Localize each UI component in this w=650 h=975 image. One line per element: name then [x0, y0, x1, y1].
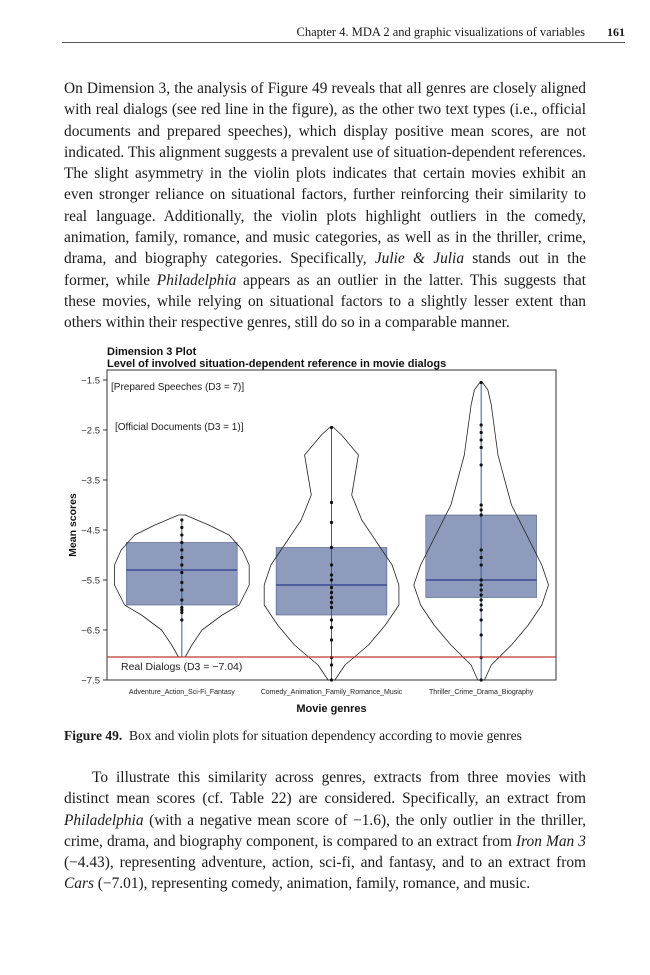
data-point [480, 618, 483, 621]
data-point [180, 618, 183, 621]
data-point [480, 578, 483, 581]
paragraph-text: On Dimension 3, the analysis of Figure 49 reveals that all genres are closely aligned with real dialogs (see red line in the figure), as the other two text types (i.e., official documents and prepared speeches), which display positive mean scores, are not indicated. This alignment suggests a prevalent use of situation-dependent references. The slight asymmetry in the violin plots indicates that certain movies exhibit an even stronger reliance on situational factors, further reinforcing their similarity to real language. Additionally, the violin plots highlight outliers in the comedy, animation, family, romance, and music categories, as well as in the thriller, crime, drama, and biography categories. Specifically, [64, 80, 586, 268]
x-tick-label: Adventure_Action_Sci-Fi_Fantasy [128, 689, 235, 696]
running-header [62, 22, 625, 43]
data-point [180, 548, 183, 551]
paragraph-text: (with a negative mean score of −1.6), the only outlier in the thriller, crime, drama, and biography component, is compared to an extract from [64, 811, 586, 850]
data-point [330, 573, 333, 576]
data-point [480, 598, 483, 601]
paragraph-text: To illustrate this similarity across genres, extracts from three movies with distinct mean scores (cf. Table 22) are considered. Specifically, an extract from [64, 769, 586, 808]
data-point [480, 556, 483, 559]
data-point [330, 606, 333, 609]
data-point [480, 503, 483, 506]
data-point [180, 533, 183, 536]
data-point [480, 431, 483, 434]
data-point [180, 588, 183, 591]
data-point [330, 596, 333, 599]
data-point [480, 446, 483, 449]
y-tick-label: −1.5 [81, 375, 100, 387]
data-point [480, 381, 483, 384]
data-point [480, 508, 483, 511]
paragraph-text: appears as an outlier in the latter. This suggests that these movies, while relying on situational factors to a slightly lesser extent than others within their respective genres, still do so in a comparable manner. [64, 271, 586, 332]
data-point [480, 513, 483, 516]
paragraph-text: (−4.43), representing adventure, action, sci-fi, and fantasy, and to an extract from [64, 854, 586, 872]
y-tick-label: −5.5 [81, 575, 100, 587]
y-tick-label: −2.5 [81, 425, 100, 437]
data-point [330, 563, 333, 566]
data-point [330, 678, 333, 681]
data-point [480, 608, 483, 611]
body-paragraph-2 [64, 767, 586, 895]
data-point [480, 563, 483, 566]
figure-49 [62, 342, 587, 722]
data-point [330, 601, 333, 604]
movie-title-italic: Philadelphia [156, 271, 237, 289]
y-tick-label: −4.5 [81, 525, 100, 537]
data-point [330, 626, 333, 629]
data-point [480, 423, 483, 426]
data-point [480, 633, 483, 636]
data-point [480, 603, 483, 606]
page-number: 161 [607, 25, 625, 39]
caption-label: Figure 49. [64, 728, 123, 743]
y-tick-label: −3.5 [81, 475, 100, 487]
data-point [480, 548, 483, 551]
data-point [480, 588, 483, 591]
chart-title: Dimension 3 Plot [107, 346, 197, 358]
official-documents-label: [Official Documents (D3 = 1)] [115, 422, 244, 433]
data-point [180, 598, 183, 601]
data-point [480, 583, 483, 586]
body-paragraph-1 [64, 78, 586, 334]
movie-title-italic: Julie & Julia [374, 250, 465, 268]
caption-text: Box and violin plots for situation dependency according to movie genres [129, 728, 522, 743]
y-tick-label: −6.5 [81, 625, 100, 637]
data-point [180, 563, 183, 566]
paragraph-text: stands out in the former, while [64, 250, 586, 289]
data-point [330, 546, 333, 549]
prepared-speeches-label: [Prepared Speeches (D3 = 7)] [111, 382, 245, 393]
y-axis-label: Mean scores [67, 493, 79, 557]
figure-caption [64, 728, 522, 744]
data-point [330, 638, 333, 641]
x-tick-label: Comedy_Animation_Family_Romance_Music [260, 689, 403, 696]
data-point [180, 526, 183, 529]
data-point [180, 611, 183, 614]
data-point [180, 581, 183, 584]
data-point [330, 521, 333, 524]
paragraph-text: (−7.01), representing comedy, animation, family, romance, and music. [93, 875, 531, 893]
data-point [330, 618, 333, 621]
movie-title-italic: Cars [64, 875, 94, 893]
data-point [330, 591, 333, 594]
x-tick-label: Thriller_Crime_Drama_Biography [429, 689, 534, 696]
movie-title-italic: Iron Man 3 [516, 832, 586, 850]
data-point [330, 586, 333, 589]
data-point [330, 663, 333, 666]
data-point [180, 518, 183, 521]
movie-title-italic: Philadelphia [64, 811, 144, 829]
data-point [330, 578, 333, 581]
data-point [480, 438, 483, 441]
data-point [480, 678, 483, 681]
data-point [330, 426, 333, 429]
y-tick-label: −7.5 [81, 675, 100, 687]
real-dialogs-label: Real Dialogs (D3 = −7.04) [121, 661, 243, 673]
box-violin-chart [62, 342, 587, 722]
running-header-chapter: Chapter 4. MDA 2 and graphic visualizations of variables [296, 25, 585, 39]
data-point [180, 556, 183, 559]
data-point [480, 593, 483, 596]
x-axis-label: Movie genres [296, 703, 367, 715]
data-point [480, 463, 483, 466]
data-point [330, 501, 333, 504]
data-point [180, 571, 183, 574]
chart-subtitle: Level of involved situation-dependent reference in movie dialogs [107, 358, 447, 370]
data-point [180, 541, 183, 544]
